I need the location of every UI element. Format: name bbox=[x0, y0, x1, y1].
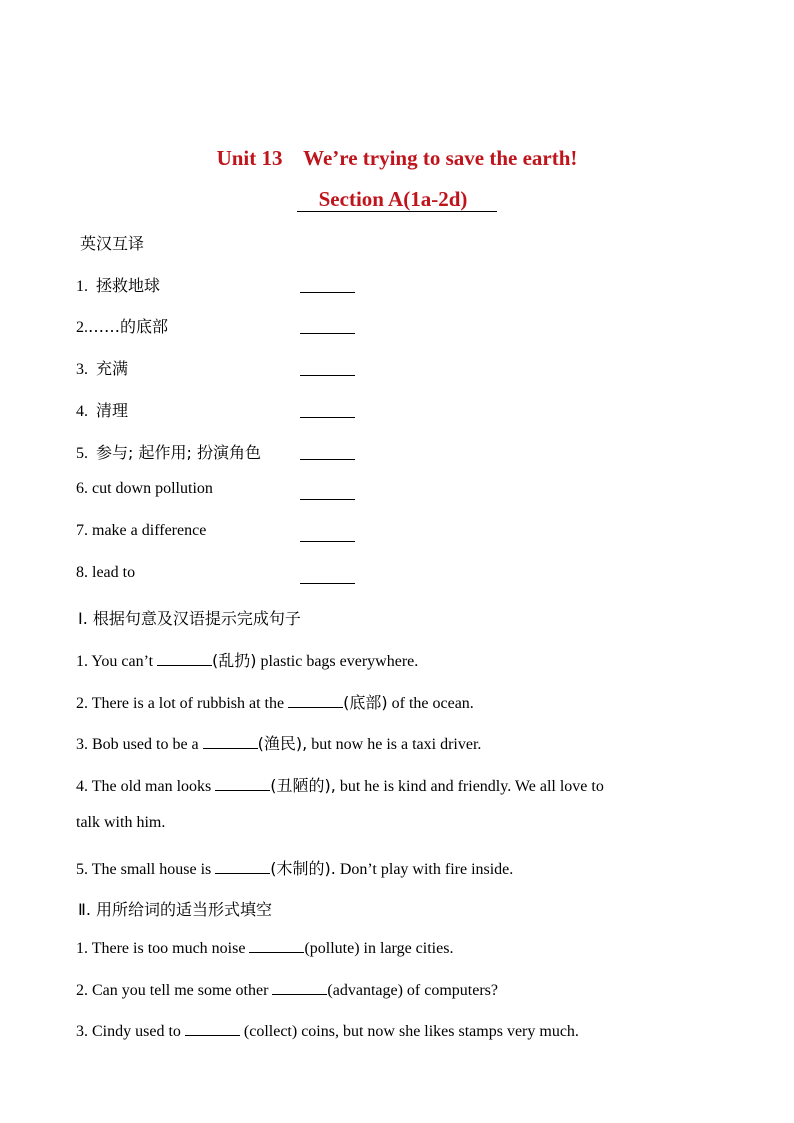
sentence-item bbox=[76, 648, 418, 671]
chinese-hint: (乱扔) bbox=[212, 651, 257, 670]
item-text: ……的底部 bbox=[88, 317, 169, 336]
sentence-end: Don’t play with fire inside. bbox=[335, 861, 514, 878]
section-subtitle bbox=[0, 187, 794, 212]
translation-item bbox=[76, 522, 206, 540]
answer-blank[interactable] bbox=[300, 417, 355, 418]
translation-item bbox=[76, 480, 213, 498]
answer-blank[interactable] bbox=[300, 375, 355, 376]
sentence-end: (collect) coins, but now she likes stamps very much. bbox=[239, 1023, 579, 1040]
answer-blank[interactable] bbox=[300, 292, 355, 293]
item-text: make a difference bbox=[92, 522, 207, 539]
section-heading-complete-sentences: Ⅰ. 根据句意及汉语提示完成句子 bbox=[78, 609, 301, 628]
chinese-hint: (底部) bbox=[343, 693, 388, 712]
item-number: 8. bbox=[76, 564, 88, 581]
fill-item bbox=[76, 1021, 579, 1041]
item-text: lead to bbox=[92, 564, 136, 581]
answer-blank[interactable] bbox=[300, 333, 355, 334]
answer-blank[interactable] bbox=[157, 651, 212, 666]
sentence-start: 2. Can you tell me some other bbox=[76, 982, 273, 999]
item-number: 4. bbox=[76, 403, 88, 420]
sentence-start: 1. There is too much noise bbox=[76, 940, 250, 957]
sentence-end: but he is kind and friendly. We all love to bbox=[335, 778, 604, 795]
fill-item bbox=[76, 980, 498, 1000]
sentence-item bbox=[76, 856, 513, 879]
answer-blank[interactable] bbox=[300, 499, 355, 500]
sentence-continuation: talk with him. bbox=[76, 814, 166, 831]
sentence-item bbox=[76, 773, 719, 796]
item-number: 1. bbox=[76, 278, 88, 295]
fill-item bbox=[76, 938, 453, 958]
answer-blank[interactable] bbox=[249, 938, 304, 953]
answer-blank[interactable] bbox=[300, 459, 355, 460]
answer-blank[interactable] bbox=[215, 859, 270, 874]
item-text: cut down pollution bbox=[92, 480, 213, 497]
translation-item bbox=[76, 398, 128, 421]
item-number: 5. bbox=[76, 445, 88, 462]
sentence-start: 3. Bob used to be a bbox=[76, 736, 203, 753]
item-text: 充满 bbox=[96, 359, 129, 378]
answer-blank[interactable] bbox=[203, 734, 258, 749]
sentence-start: 2. There is a lot of rubbish at the bbox=[76, 695, 289, 712]
item-text: 参与; 起作用; 扮演角色 bbox=[96, 443, 261, 462]
translation-item bbox=[76, 273, 160, 296]
answer-blank[interactable] bbox=[288, 693, 343, 708]
sentence-start: 4. The old man looks bbox=[76, 778, 216, 795]
translation-item bbox=[76, 356, 128, 379]
sentence-end: but now he is a taxi driver. bbox=[307, 736, 482, 753]
answer-blank[interactable] bbox=[300, 583, 355, 584]
sentence-end: (advantage) of computers? bbox=[327, 982, 498, 999]
item-number: 6. bbox=[76, 480, 88, 497]
sentence-end: of the ocean. bbox=[387, 695, 474, 712]
sentence-end: plastic bags everywhere. bbox=[256, 653, 419, 670]
translation-item bbox=[76, 564, 135, 582]
item-number: 3. bbox=[76, 361, 88, 378]
section-heading-translation: 英汉互译 bbox=[80, 234, 145, 253]
section-heading-word-forms: Ⅱ. 用所给词的适当形式填空 bbox=[78, 900, 273, 919]
item-text: 清理 bbox=[96, 401, 129, 420]
answer-blank[interactable] bbox=[215, 776, 270, 791]
item-text: 拯救地球 bbox=[96, 276, 161, 295]
item-number: 2. bbox=[76, 319, 88, 336]
section-subtitle-text: Section A(1a-2d) bbox=[297, 187, 498, 212]
sentence-start: 5. The small house is bbox=[76, 861, 216, 878]
sentence-start: 1. You can’t bbox=[76, 653, 158, 670]
item-number: 7. bbox=[76, 522, 88, 539]
page-title: Unit 13 We’re trying to save the earth! bbox=[216, 146, 578, 170]
sentence-start: 3. Cindy used to bbox=[76, 1023, 185, 1040]
answer-blank[interactable] bbox=[272, 980, 327, 995]
sentence-item bbox=[76, 690, 474, 713]
translation-item bbox=[76, 440, 261, 463]
answer-blank[interactable] bbox=[185, 1021, 240, 1036]
chinese-hint: (丑陋的), bbox=[270, 776, 336, 795]
answer-blank[interactable] bbox=[300, 541, 355, 542]
translation-item bbox=[76, 314, 168, 337]
chinese-hint: (木制的). bbox=[270, 859, 336, 878]
sentence-end: (pollute) in large cities. bbox=[304, 940, 454, 957]
sentence-item bbox=[76, 731, 481, 754]
chinese-hint: (渔民), bbox=[257, 734, 308, 753]
